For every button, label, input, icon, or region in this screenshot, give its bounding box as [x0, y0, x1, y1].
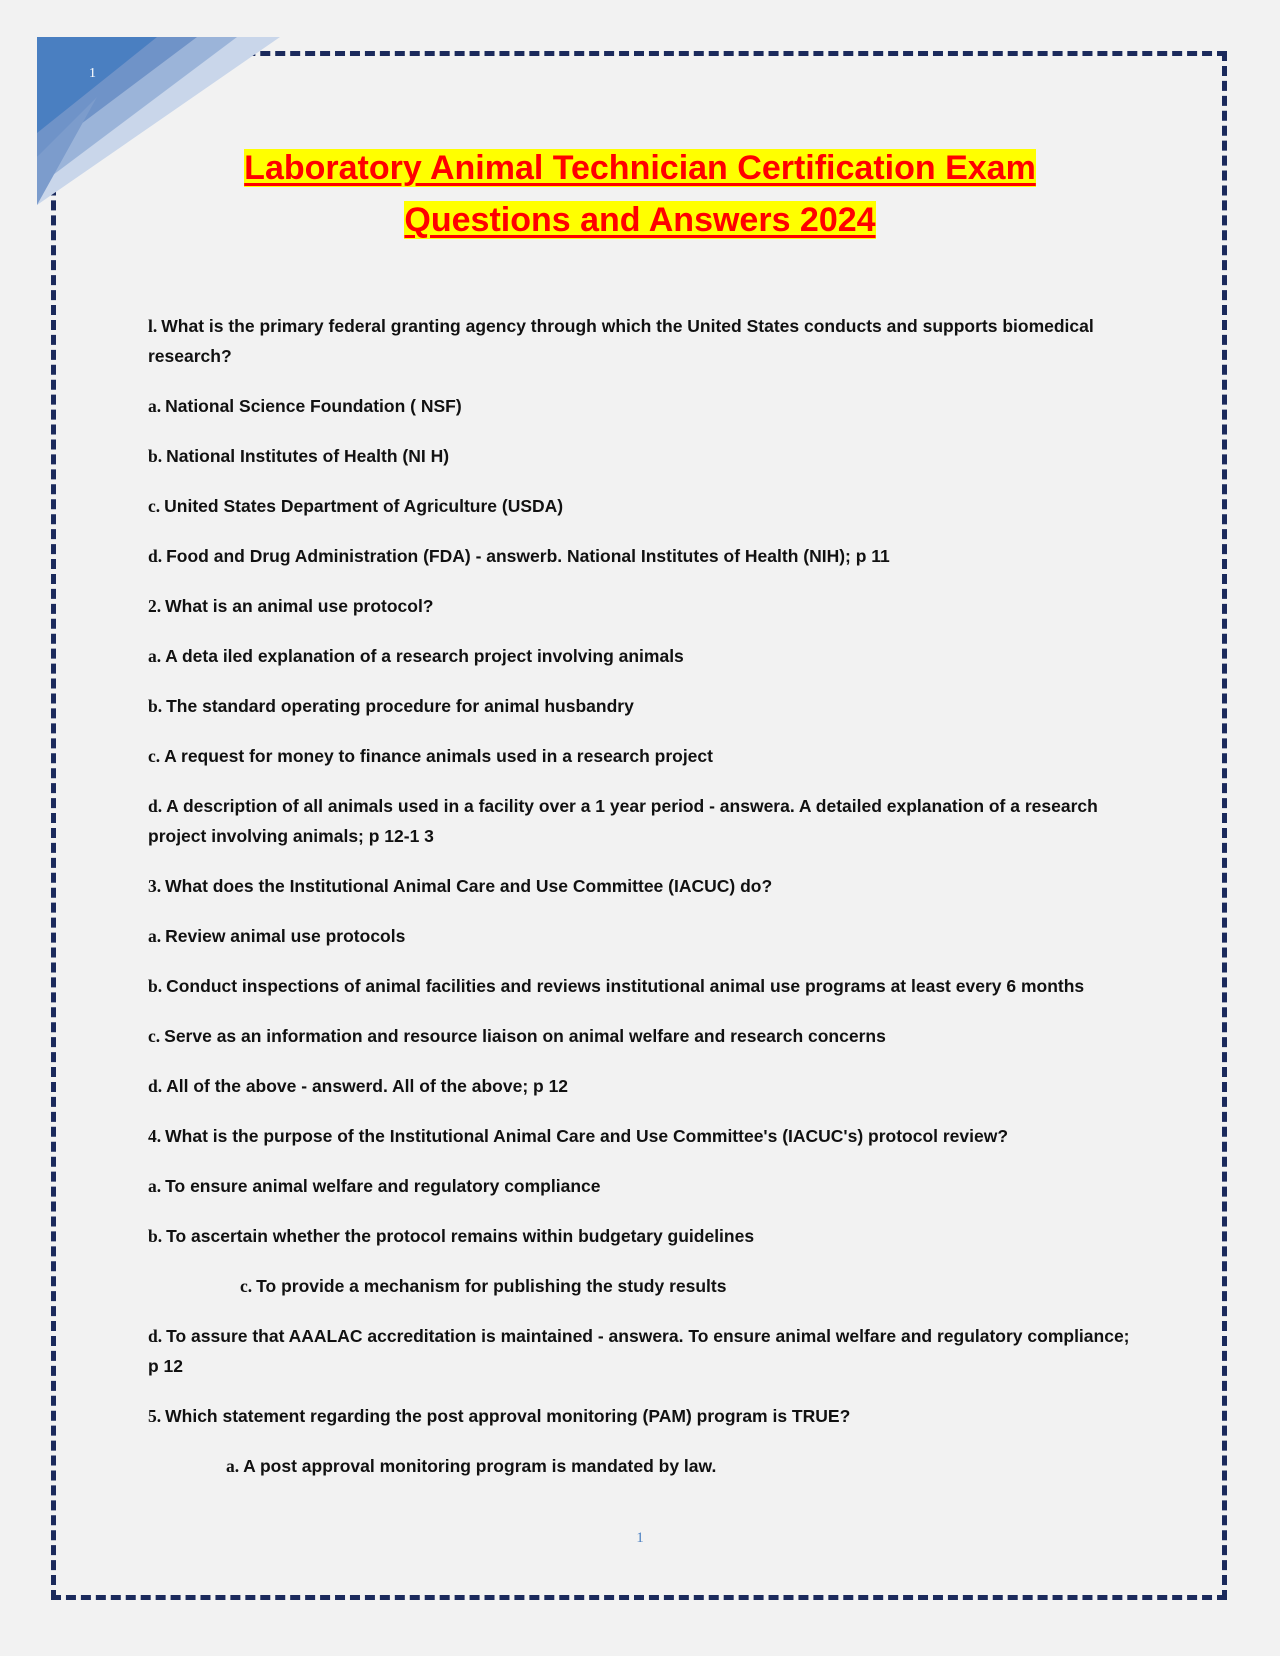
item-text: To provide a mechanism for publishing the study results	[256, 1276, 727, 1296]
item-marker: c.	[148, 746, 161, 766]
item-marker: b.	[148, 446, 163, 466]
item-marker: d.	[148, 1076, 163, 1096]
option-4d-answer	[148, 1321, 1138, 1381]
item-marker: b.	[148, 696, 163, 716]
option-2b	[148, 691, 1138, 721]
item-text: All of the above - answerd. All of the above; p 12	[166, 1076, 569, 1096]
question-2	[148, 591, 1138, 621]
title-line-1: Laboratory Animal Technician Certification Exam	[244, 149, 1036, 187]
item-text: What is an animal use protocol?	[165, 596, 434, 616]
item-marker: a.	[148, 396, 162, 416]
question-1	[148, 311, 1138, 371]
item-text: A post approval monitoring program is mandated by law.	[243, 1456, 717, 1476]
option-1a	[148, 391, 1138, 421]
question-3	[148, 871, 1138, 901]
question-list	[148, 311, 1138, 1501]
item-marker: b.	[148, 976, 163, 996]
option-3a	[148, 921, 1138, 951]
option-3d-answer	[148, 1071, 1138, 1101]
item-text: Review animal use protocols	[165, 926, 406, 946]
option-5a	[148, 1451, 1138, 1481]
item-marker: d.	[148, 796, 163, 816]
option-1c	[148, 491, 1138, 521]
item-marker: c.	[148, 1026, 161, 1046]
option-4b	[148, 1221, 1138, 1251]
option-2a	[148, 641, 1138, 671]
item-text: A description of all animals used in a facility over a 1 year period - answera. A detailed explanation of a research project involving animals; p 12-1 3	[148, 796, 1098, 846]
title-line-2: Questions and Answers 2024	[404, 201, 876, 239]
page-number: 1	[636, 1530, 644, 1546]
item-text: National Science Foundation ( NSF)	[165, 396, 462, 416]
item-text: Which statement regarding the post approval monitoring (PAM) program is TRUE?	[165, 1406, 851, 1426]
item-marker: a.	[226, 1456, 240, 1476]
item-text: What is the primary federal granting agency through which the United States conducts and supports biomedical research?	[148, 316, 1094, 366]
item-text: Serve as an information and resource liaison on animal welfare and research concerns	[164, 1026, 886, 1046]
corner-page-number: 1	[89, 66, 96, 81]
item-text: To ensure animal welfare and regulatory compliance	[165, 1176, 601, 1196]
option-1b	[148, 441, 1138, 471]
item-text: What does the Institutional Animal Care and Use Committee (IACUC) do?	[165, 876, 773, 896]
item-marker: c.	[148, 496, 161, 516]
item-marker: 4.	[148, 1126, 162, 1146]
item-marker: a.	[148, 926, 162, 946]
document-title	[150, 142, 1130, 246]
option-2d-answer	[148, 791, 1138, 851]
item-text: Food and Drug Administration (FDA) - answerb. National Institutes of Health (NIH); p 11	[166, 546, 890, 566]
item-marker: d.	[148, 546, 163, 566]
item-marker: a.	[148, 1176, 162, 1196]
item-marker: c.	[240, 1276, 253, 1296]
item-marker: a.	[148, 646, 162, 666]
item-text: National Institutes of Health (NI H)	[166, 446, 450, 466]
item-text: What is the purpose of the Institutional Animal Care and Use Committee's (IACUC's) protocol review?	[165, 1126, 1009, 1146]
question-5	[148, 1401, 1138, 1431]
item-marker: d.	[148, 1326, 163, 1346]
item-marker: 3.	[148, 876, 162, 896]
option-4a	[148, 1171, 1138, 1201]
option-3c	[148, 1021, 1138, 1051]
option-4c	[148, 1271, 1138, 1301]
option-3b	[148, 971, 1138, 1001]
option-2c	[148, 741, 1138, 771]
item-text: United States Department of Agriculture (USDA)	[164, 496, 564, 516]
item-text: Conduct inspections of animal facilities and reviews institutional animal use programs at least every 6 months	[166, 976, 1085, 996]
item-text: To assure that AAALAC accreditation is maintained - answera. To ensure animal welfare and regulatory compliance; p 12	[148, 1326, 1130, 1376]
item-text: To ascertain whether the protocol remains within budgetary guidelines	[166, 1226, 755, 1246]
item-text: The standard operating procedure for animal husbandry	[166, 696, 634, 716]
item-text: A request for money to finance animals used in a research project	[164, 746, 713, 766]
item-marker: 5.	[148, 1406, 162, 1426]
question-4	[148, 1121, 1138, 1151]
option-1d-answer	[148, 541, 1138, 571]
item-marker: l.	[148, 316, 158, 336]
item-marker: 2.	[148, 596, 162, 616]
item-text: A deta iled explanation of a research project involving animals	[165, 646, 684, 666]
item-marker: b.	[148, 1226, 163, 1246]
